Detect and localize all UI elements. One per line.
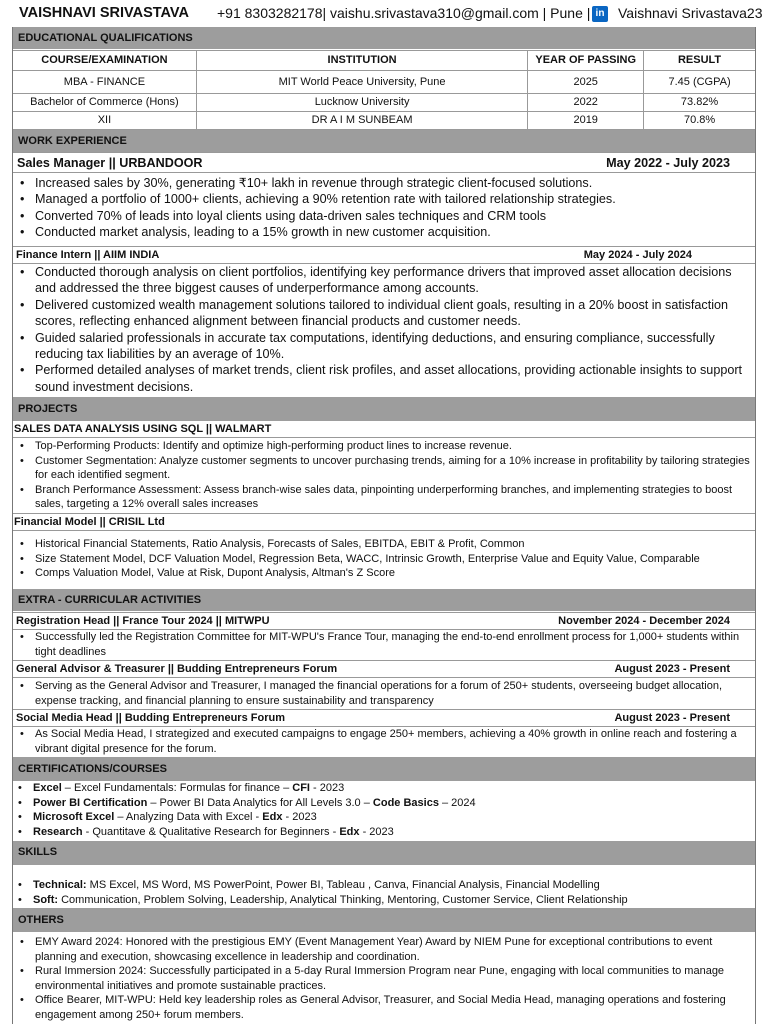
job-dates: May 2022 - July 2023 bbox=[606, 156, 730, 170]
job-dates: May 2024 - July 2024 bbox=[583, 249, 692, 261]
section-education-title: EDUCATIONAL QUALIFICATIONS bbox=[12, 27, 756, 49]
candidate-name: VAISHNAVI SRIVASTAVA bbox=[19, 5, 189, 21]
table-cell: MBA - FINANCE bbox=[13, 71, 197, 94]
list-item: • As Social Media Head, I strategized and executed campaigns to engage 250+ members, achieving a 40% growth in online reach and fostering a vibrant digital presence for the forum. bbox=[14, 727, 754, 756]
page-frame bbox=[12, 27, 756, 1024]
list-item: • Office Bearer, MIT-WPU: Held key leadership roles as General Advisor, Treasurer, and Social Media Head, managing operations and fostering engagement among 250+ forum members. bbox=[14, 993, 754, 1022]
list-item: • Serving as the General Advisor and Treasurer, I managed the financial operations for a forum of 250+ students, overseeing budget allocation, expense tracking, and financial planning to ensure sustainability and transparency bbox=[14, 679, 754, 708]
list-item: • Managed a portfolio of 1000+ clients, achieving a 90% retention rate with tailored relationship strategies. bbox=[14, 191, 754, 207]
column-header: COURSE/EXAMINATION bbox=[13, 51, 197, 71]
table-cell: 2022 bbox=[528, 94, 644, 112]
section-work-title: WORK EXPERIENCE bbox=[12, 130, 756, 152]
list-item: • Delivered customized wealth management solutions tailored to individual client goals, resulting in a 20% boost in satisfaction scores, reflecting enhanced alignment between financial products and customer needs. bbox=[14, 297, 754, 330]
list-item: • Excel – Excel Fundamentals: Formulas for finance – CFI - 2023 bbox=[12, 781, 752, 796]
section-others-title: OTHERS bbox=[12, 908, 756, 932]
section-skills-title: SKILLS bbox=[12, 841, 756, 865]
job-role: Sales Manager || URBANDOOR bbox=[17, 156, 203, 170]
list-item: • Research - Quantitave & Qualitative Research for Beginners - Edx - 2023 bbox=[12, 825, 752, 840]
table-cell: DR A I M SUNBEAM bbox=[196, 112, 527, 130]
list-item: • Conducted thorough analysis on client portfolios, identifying key performance drivers that improved asset allocation decisions and addressed the three biggest causes of underperformance among accounts. bbox=[14, 264, 754, 297]
contact-info[interactable]: +91 8303282178| vaishu.srivastava310@gmail.com | Pune | bbox=[217, 5, 591, 21]
table-cell: 73.82% bbox=[644, 94, 756, 112]
list-item: • Soft: Communication, Problem Solving, Leadership, Analytical Thinking, Mentoring, Customer Service, Client Relationship bbox=[12, 893, 752, 908]
activity-dates: November 2024 - December 2024 bbox=[558, 615, 730, 627]
list-item: • Branch Performance Assessment: Assess branch-wise sales data, pinpointing underperforming branches, and implementing strategies to boost sales, targeting a 12% overall sales increases bbox=[14, 483, 756, 512]
list-item: • Customer Segmentation: Analyze customer segments to uncover purchasing trends, aiming for a 10% increase in profitability by tailoring strategies for each identified segment. bbox=[14, 454, 756, 483]
table-cell: 70.8% bbox=[644, 112, 756, 130]
list-item: • Guided salaried professionals in accurate tax computations, identifying deductions, and ensuring compliance, successfully reducing tax liabilities by an average of 10%. bbox=[14, 330, 754, 363]
job-role: Finance Intern || AIIM INDIA bbox=[16, 249, 160, 261]
section-extra-title: EXTRA - CURRICULAR ACTIVITIES bbox=[12, 589, 756, 611]
list-item: • Microsoft Excel – Analyzing Data with Excel - Edx - 2023 bbox=[12, 810, 752, 825]
activity-role: Social Media Head || Budding Entrepreneurs Forum bbox=[16, 712, 285, 724]
project-title: Financial Model || CRISIL Ltd bbox=[14, 516, 165, 528]
column-header: YEAR OF PASSING bbox=[528, 51, 644, 71]
table-cell: 7.45 (CGPA) bbox=[644, 71, 756, 94]
table-cell: XII bbox=[13, 112, 197, 130]
list-item: • Technical: MS Excel, MS Word, MS PowerPoint, Power BI, Tableau , Canva, Financial Analysis, Financial Modelling bbox=[12, 878, 752, 893]
list-item: • Performed detailed analyses of market trends, client risk profiles, and asset allocations, providing actionable insights to support sound investment decisions. bbox=[14, 362, 754, 395]
list-item: • Converted 70% of leads into loyal clients using data-driven sales techniques and CRM tools bbox=[14, 208, 754, 224]
list-item: • Successfully led the Registration Committee for MIT-WPU's France Tour, managing the end-to-end enrollment process for 1,000+ students within tight deadlines bbox=[14, 630, 754, 659]
table-cell: MIT World Peace University, Pune bbox=[196, 71, 527, 94]
table-cell: 2019 bbox=[528, 112, 644, 130]
header bbox=[0, 4, 768, 24]
column-header: RESULT bbox=[644, 51, 756, 71]
list-item: • Rural Immersion 2024: Successfully participated in a 5-day Rural Immersion Program near Pune, engaging with local communities to manage environmental initiatives and promote sustainable practices. bbox=[14, 964, 754, 993]
column-header: INSTITUTION bbox=[196, 51, 527, 71]
section-projects-title: PROJECTS bbox=[12, 397, 756, 421]
activity-role: Registration Head || France Tour 2024 || MITWPU bbox=[16, 615, 270, 627]
list-item: • Comps Valuation Model, Value at Risk, Dupont Analysis, Altman's Z Score bbox=[14, 566, 756, 581]
activity-dates: August 2023 - Present bbox=[614, 663, 730, 675]
list-item: • EMY Award 2024: Honored with the prestigious EMY (Event Management Year) Award by NIEM Pune for exceptional contributions to event planning and execution, showcasing excellence in leadership and coordination. bbox=[14, 935, 754, 964]
project-title: SALES DATA ANALYSIS USING SQL || WALMART bbox=[14, 423, 272, 435]
section-certifications-title: CERTIFICATIONS/COURSES bbox=[12, 757, 756, 781]
list-item: • Increased sales by 30%, generating ₹10+ lakh in revenue through strategic client-focused solutions. bbox=[14, 175, 754, 191]
table-cell: Bachelor of Commerce (Hons) bbox=[13, 94, 197, 112]
list-item: • Power BI Certification – Power BI Data Analytics for All Levels 3.0 – Code Basics – 2024 bbox=[12, 796, 752, 811]
linkedin-handle[interactable]: Vaishnavi Srivastava23 bbox=[618, 5, 763, 21]
table-cell: 2025 bbox=[528, 71, 644, 94]
list-item: • Historical Financial Statements, Ratio Analysis, Forecasts of Sales, EBITDA, EBIT & Profit, Common bbox=[14, 537, 756, 552]
activity-role: General Advisor & Treasurer || Budding Entrepreneurs Forum bbox=[16, 663, 338, 675]
table-cell: Lucknow University bbox=[196, 94, 527, 112]
activity-dates: August 2023 - Present bbox=[614, 712, 730, 724]
list-item: • Size Statement Model, DCF Valuation Model, Regression Beta, WACC, Intrinsic Growth, Enterprise Value and Equity Value, Comparable bbox=[14, 552, 756, 567]
list-item: • Top-Performing Products: Identify and optimize high-performing product lines to increase revenue. bbox=[14, 439, 756, 454]
linkedin-icon[interactable]: in bbox=[592, 6, 608, 22]
list-item: • Conducted market analysis, leading to a 15% growth in new customer acquisition. bbox=[14, 224, 754, 240]
